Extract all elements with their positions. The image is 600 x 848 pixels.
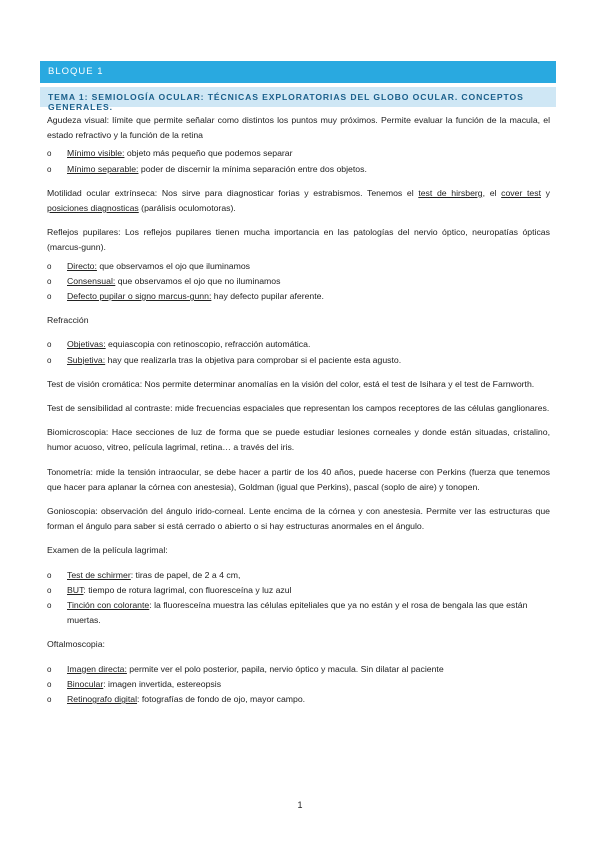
list-item: o Objetivas: equiascopia con retinoscopio, refracción automática. — [47, 339, 311, 350]
agudeza-paragraph: Agudeza visual: límite que permite señalar como distintos los puntos muy próximos. Permite evaluar la función de la macula, el estado refractivo y la función de la retina — [47, 115, 550, 141]
list-item: o BUT: tiempo de rotura lagrimal, con fluoresceína y luz azul — [47, 584, 292, 595]
list-item: o Test de schirmer: tiras de papel, de 2 a 4 cm, — [47, 569, 241, 580]
agudeza-list — [47, 146, 550, 176]
oftalmoscopia-title: Oftalmoscopia: — [47, 639, 105, 650]
tonometria-paragraph: Tonometría: mide la tensión intraocular, se debe hacer a partir de los 40 años, puede hacerse con Perkins (fuerza que tenemos que hacer para aplanar la córnea con anestesia), Goldman (igual que Perkins), pascal (soplo de aire) y tonopen. — [47, 466, 550, 492]
hirsberg-term: test de hirsberg — [418, 187, 483, 198]
pelicula-list — [47, 568, 550, 629]
cover-test-term: cover test — [501, 187, 542, 198]
list-item: o Subjetiva: hay que realizarla tras la objetiva para comprobar si el paciente esta agusto. — [47, 354, 402, 365]
section-title: BLOQUE 1 — [48, 66, 104, 77]
topic-banner — [40, 87, 556, 112]
list-item: o Mínimo visible: objeto más pequeño que podemos separar — [47, 148, 293, 159]
document-body — [47, 113, 550, 707]
contraste-paragraph: Test de sensibilidad al contraste: mide frecuencias espaciales que representan los campos receptores de las células ganglionares. — [47, 403, 550, 414]
posiciones-term: posiciones diagnosticas — [47, 203, 139, 214]
page-number: 1 — [297, 800, 303, 810]
list-item: o Binocular: imagen invertida, estereopsis — [47, 678, 222, 689]
cromatica-paragraph: Test de visión cromática: Nos permite determinar anomalías en la visión del color, está el test de Isihara y el test de Farnworth. — [47, 378, 535, 389]
reflejos-list — [47, 259, 550, 305]
list-item: o Directo: que observamos el ojo que iluminamos — [47, 260, 251, 271]
refraccion-list — [47, 337, 550, 367]
list-item: o Consensual: que observamos el ojo que no iluminamos — [47, 275, 281, 286]
section-banner — [40, 61, 556, 83]
topic-title: TEMA 1: SEMIOLOGÍA OCULAR: TÉCNICAS EXPLORATORIAS DEL GLOBO OCULAR. CONCEPTOS GENERALES. — [48, 92, 524, 112]
biomicroscopia-paragraph: Biomicroscopia: Hace secciones de luz de forma que se puede estudiar lesiones corneales y donde están situadas, cristalino, humor acuoso, vitreo, película lagrimal, retina… a través del iris. — [47, 427, 550, 453]
oftalmoscopia-list — [47, 662, 550, 708]
refraccion-title: Refracción — [47, 315, 89, 326]
reflejos-paragraph: Reflejos pupilares: Los reflejos pupilares tienen mucha importancia en las patologías del nervio óptico, neuropatías ópticas (marcus-gunn). — [47, 227, 550, 253]
list-item: o Imagen directa: permite ver el polo posterior, papila, nervio óptico y macula. Sin dilatar al paciente — [47, 663, 444, 674]
pelicula-title: Examen de la película lagrimal: — [47, 545, 168, 556]
list-item: o Mínimo separable: poder de discernir la mínima separación entre dos objetos. — [47, 163, 367, 174]
gonioscopia-paragraph: Gonioscopia: observación del ángulo irido-corneal. Lente encima de la córnea y con anestesia. Permite ver las estructuras que forman el ángulo para saber si está cerrado o abierto o si hay estructuras anormales en el ángulo. — [47, 506, 550, 532]
list-item: o Retinografo digital: fotografías de fondo de ojo, mayor campo. — [47, 694, 306, 705]
list-item: o Tinción con colorante: la fluoresceína muestra las células epiteliales que ya no están y el rosa de bengala las que están muertas. — [47, 600, 528, 626]
list-item: o Defecto pupilar o signo marcus-gunn: hay defecto pupilar aferente. — [47, 291, 324, 302]
motilidad-paragraph: Motilidad ocular extrínseca: Nos sirve para diagnosticar forias y estrabismos. Tenemos el test de hirsberg, el cover test y posiciones diagnosticas (parálisis oculomotoras). — [47, 187, 550, 214]
